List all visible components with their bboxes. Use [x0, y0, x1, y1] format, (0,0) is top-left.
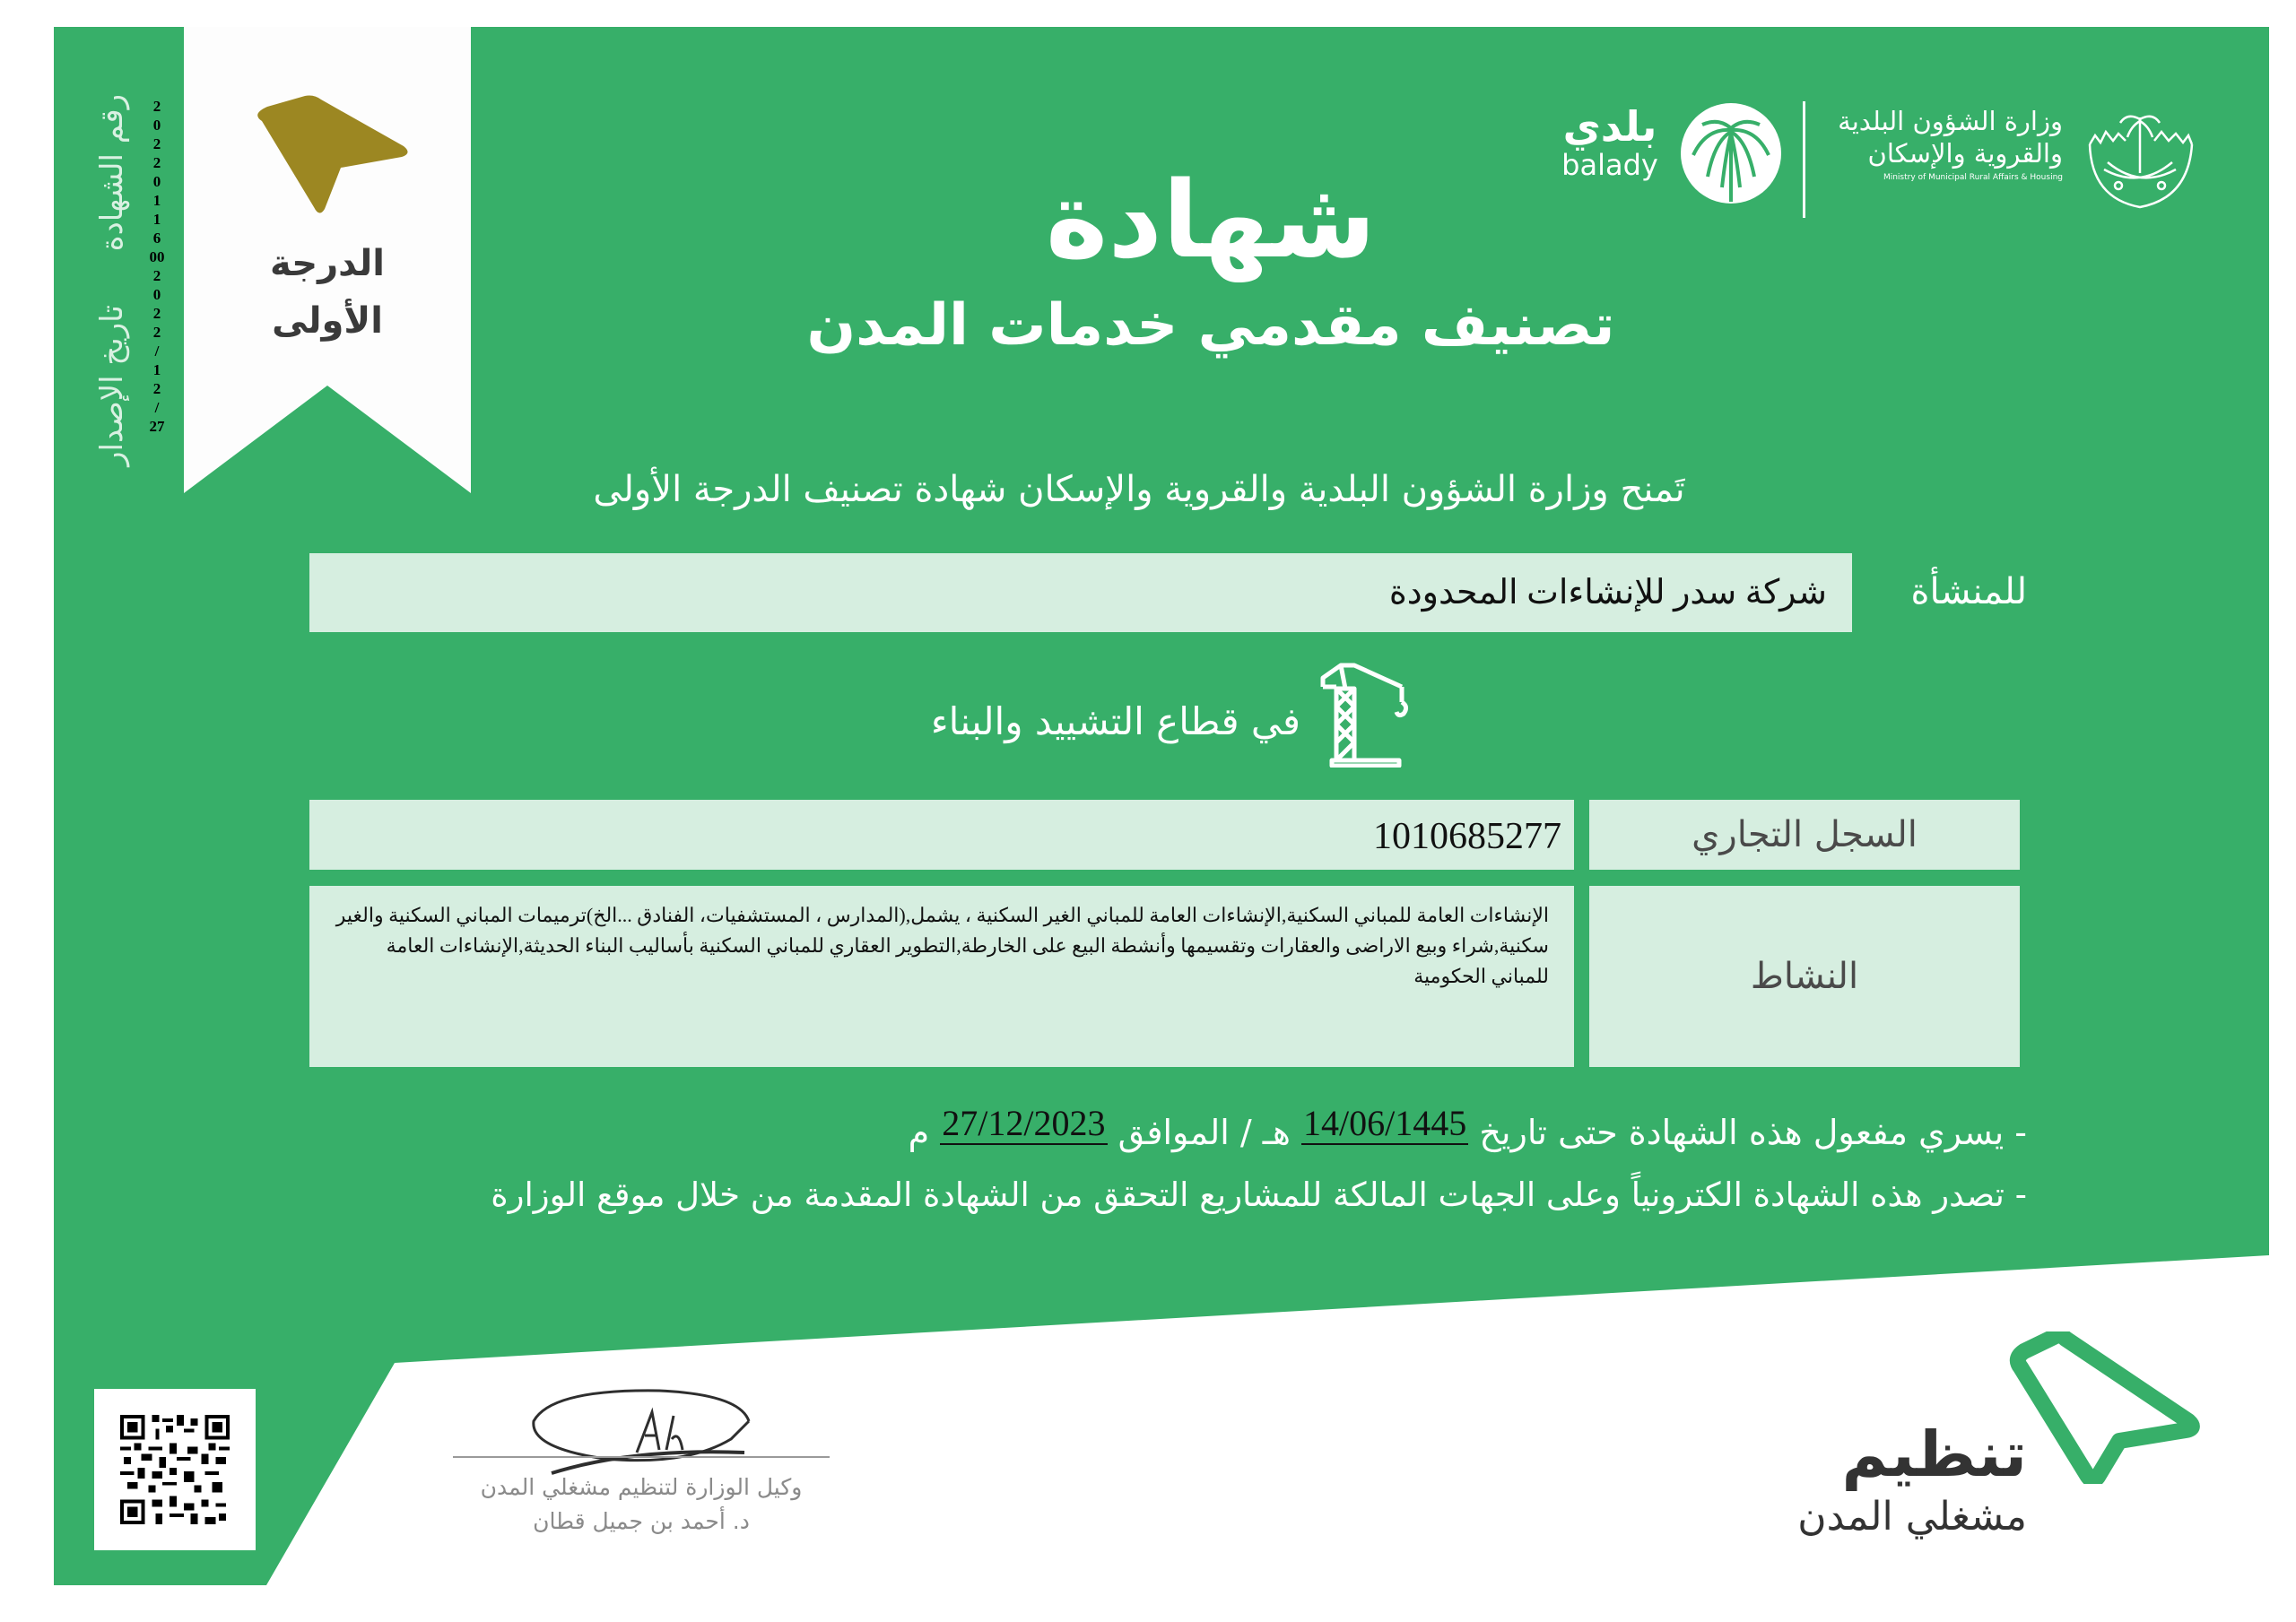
- ministry-line2: والقروية والإسكان: [1867, 138, 2063, 169]
- grade-line2: الأولى: [272, 300, 383, 342]
- palm-tree-circle-icon: [1679, 101, 1783, 205]
- entity-name: شركة سدر للإنشاءات المحدودة: [1388, 574, 1827, 612]
- footer-logo-line1: تنظيم: [1841, 1418, 2027, 1491]
- hijri-suffix: هـ: [1262, 1113, 1291, 1152]
- balady-en: balady: [1561, 148, 1658, 182]
- date-separator: /: [1239, 1113, 1252, 1152]
- page-subtitle: تصنيف مقدمي خدمات المدن: [806, 292, 1615, 359]
- table-row-cr-label: [1589, 800, 2020, 870]
- page-title: شهادة: [1045, 158, 1377, 282]
- balady-ar: بلدي: [1562, 102, 1657, 151]
- table-row-activity-label: [1589, 886, 2020, 1067]
- ministry-en: Ministry of Municipal Rural Affairs & Housing: [1883, 173, 2063, 182]
- grade-ribbon: [184, 27, 471, 493]
- hijri-date: 14/06/1445: [1303, 1103, 1467, 1143]
- gregorian-suffix: م: [908, 1113, 930, 1152]
- gregorian-date: 27/12/2023: [942, 1103, 1106, 1143]
- entity-label: للمنشأة: [1910, 571, 2027, 612]
- entity-name-box: [309, 553, 1852, 632]
- table-row-activity-value: [309, 886, 1574, 1067]
- cert-number-value: 2 0 2 2 0 1 1 6 00: [149, 98, 165, 265]
- qr-code-icon: [119, 1415, 230, 1524]
- activity-value: الإنشاءات العامة للمباني السكنية,الإنشاءات العامة للمباني الغير السكنية ، يشمل,(المدارس ، المستشفيات، الفنادق ...الخ)ترميمات المباني السكنية والغير سكنية,شراء وبيع الاراضى والعقارات وتقسيمها وأنشطة البيع على الخارطة,التطوير العقاري للمباني السكنية بأساليب البناء الحديثة,الإنشاءات العامة للمباني الحكومية: [335, 904, 1549, 987]
- grade-text: [184, 235, 471, 350]
- green-arrow-pointer-icon: [2005, 1331, 2202, 1484]
- signatory-name: د. أحمد بن جميل قطان: [533, 1508, 750, 1534]
- signature-mark: [453, 1385, 830, 1484]
- cert-number-label: رقم الشهادة: [94, 94, 130, 252]
- activity-label: النشاط: [1750, 956, 1859, 997]
- ministry-name: [1821, 105, 2063, 186]
- signatory-title: وكيل الوزارة لتنظيم مشغلي المدن: [480, 1474, 803, 1500]
- validity-line: [538, 1101, 2027, 1164]
- grade-line1: الدرجة: [270, 243, 385, 284]
- logo-divider: [1803, 101, 1805, 218]
- logos-bar: [1534, 94, 2206, 229]
- sector-text: في قطاع التشييد والبناء: [930, 699, 1300, 743]
- signatory-block: [453, 1470, 830, 1539]
- commercial-register-label: السجل التجاري: [1692, 814, 1918, 855]
- footer-logo-line2: مشغلي المدن: [1797, 1494, 2027, 1540]
- commercial-register-value: 1010685277: [1373, 816, 1561, 857]
- corresponding-label: الموافق: [1118, 1113, 1230, 1152]
- issue-date-value: 2 0 2 2 / 1 2 / 27: [149, 267, 165, 435]
- saudi-emblem-icon: [2083, 100, 2197, 211]
- grant-statement: تَمنح وزارة الشؤون البلدية والقروية والإسكان شهادة تصنيف الدرجة الأولى: [593, 469, 1685, 510]
- table-row-cr-value: [309, 800, 1574, 870]
- crane-icon: [1314, 662, 1417, 768]
- issue-date-label: تاريخ الإصدار: [94, 305, 130, 466]
- ministry-line1: وزارة الشؤون البلدية: [1838, 106, 2063, 136]
- footer-logo-text: [1758, 1417, 2027, 1542]
- gold-arrow-pointer-icon: [251, 94, 413, 220]
- validity-prefix: - يسري مفعول هذه الشهادة حتى تاريخ: [1479, 1113, 2027, 1152]
- verification-notice: - تصدر هذه الشهادة الكترونياً وعلى الجهات المالكة للمشاريع التحقق من الشهادة المقدمة من خلال موقع الوزارة: [491, 1175, 2027, 1214]
- qr-code-box[interactable]: [94, 1389, 256, 1550]
- balady-wordmark: [1543, 103, 1677, 180]
